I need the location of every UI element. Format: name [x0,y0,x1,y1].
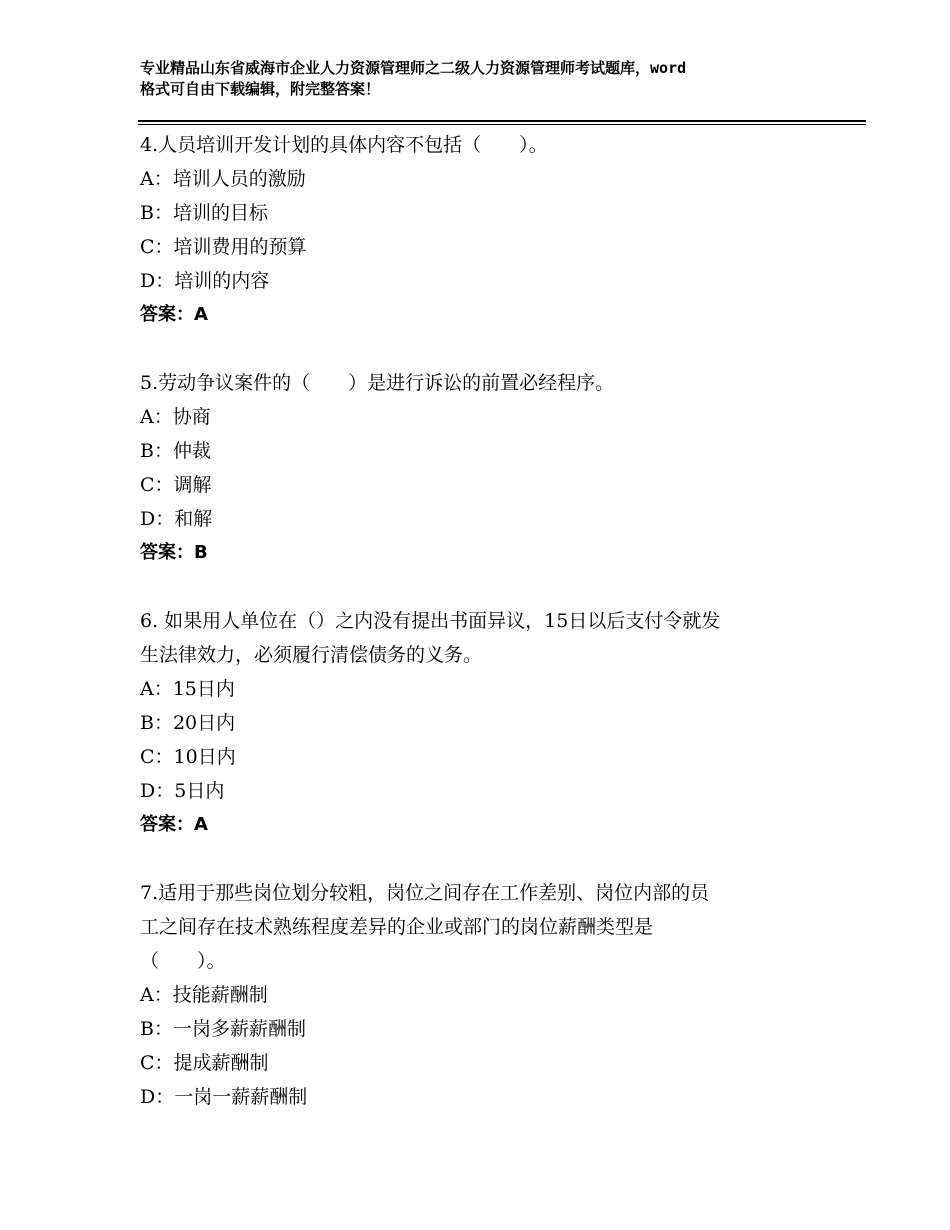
question-text-line-1: 6. 如果用人单位在（）之内没有提出书面异议，15日以后支付令就发 [140,610,721,632]
question-5 [140,366,830,570]
option-a: A：15日内 [140,678,235,700]
answer: 答案：B [140,542,208,563]
header-rule-thick [138,120,866,122]
option-d: D：培训的内容 [140,270,270,292]
question-7 [140,876,830,1114]
option-d: D：和解 [140,508,213,530]
option-a: A：技能薪酬制 [140,984,268,1006]
option-b: B：培训的目标 [140,202,268,224]
option-c: C：10日内 [140,746,236,768]
answer: 答案：A [140,304,208,325]
option-c: C：调解 [140,474,212,496]
option-c: C：培训费用的预算 [140,236,307,258]
option-a: A：协商 [140,406,211,428]
question-text: 4.人员培训开发计划的具体内容不包括（ ）。 [140,134,548,156]
option-b: B：仲裁 [140,440,211,462]
header-rule-thin [138,124,866,125]
question-6 [140,604,830,842]
question-text-line-1: 7.适用于那些岗位划分较粗，岗位之间存在工作差别、岗位内部的员 [140,882,710,904]
answer: 答案：A [140,814,208,835]
option-b: B：一岗多薪薪酬制 [140,1018,306,1040]
question-text-line-2: 工之间存在技术熟练程度差异的企业或部门的岗位薪酬类型是 [140,916,654,938]
question-text-line-2: 生法律效力，必须履行清偿债务的义务。 [140,644,483,666]
question-4 [140,128,830,332]
header-line-2: 格式可自由下载编辑，附完整答案！ [140,80,381,98]
header-line-1: 专业精品山东省威海市企业人力资源管理师之二级人力资源管理师考试题库，word [140,59,687,77]
question-list [140,128,830,1148]
option-d: D：5日内 [140,780,225,802]
question-text-line-3: （ ）。 [140,950,226,972]
option-b: B：20日内 [140,712,236,734]
option-d: D：一岗一薪薪酬制 [140,1086,308,1108]
document-header [140,58,830,100]
option-a: A：培训人员的激励 [140,168,306,190]
option-c: C：提成薪酬制 [140,1052,269,1074]
question-text: 5.劳动争议案件的（ ）是进行诉讼的前置必经程序。 [140,372,615,394]
